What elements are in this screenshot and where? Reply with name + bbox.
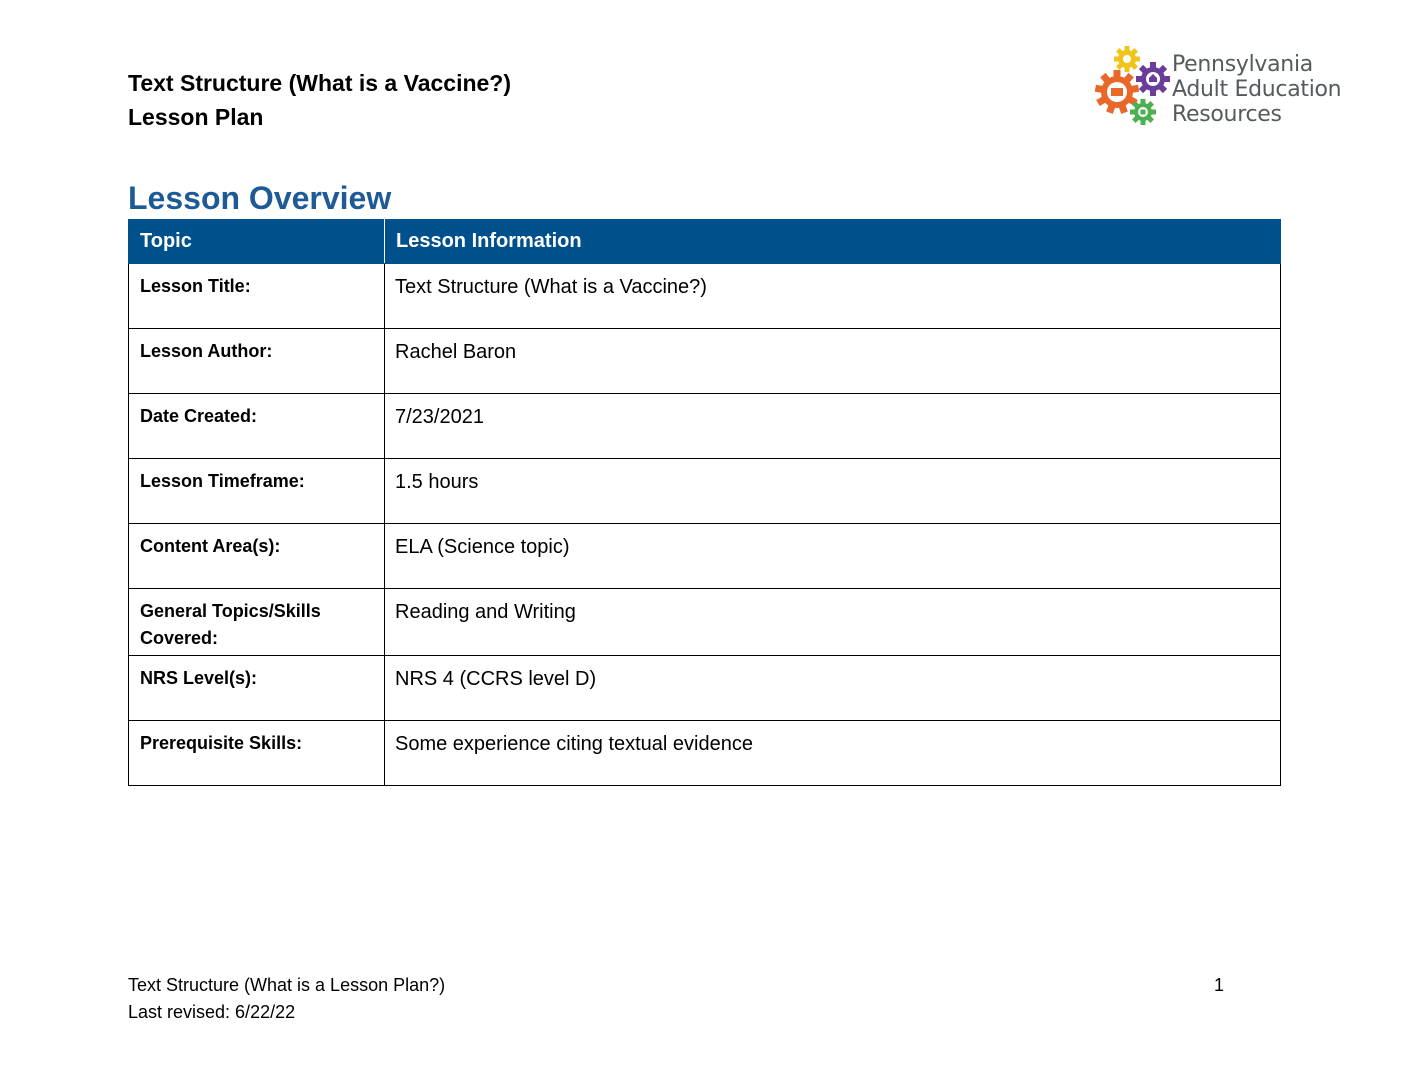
- footer-document-name: Text Structure (What is a Lesson Plan?): [128, 975, 446, 995]
- table-row: [129, 721, 1281, 786]
- page-footer: [128, 972, 445, 1026]
- row-value: Reading and Writing: [385, 589, 1281, 656]
- row-label: Content Area(s):: [129, 524, 385, 589]
- row-value: 7/23/2021: [385, 394, 1281, 459]
- column-header-lesson-information: Lesson Information: [385, 220, 1281, 264]
- row-label: Date Created:: [129, 394, 385, 459]
- table-row: [129, 264, 1281, 329]
- logo-line1: Pennsylvania: [1172, 52, 1313, 77]
- table-row: [129, 459, 1281, 524]
- table-row: [129, 524, 1281, 589]
- lesson-overview-table: [128, 219, 1281, 786]
- row-value: Some experience citing textual evidence: [385, 721, 1281, 786]
- column-header-topic: Topic: [129, 220, 385, 264]
- row-label: Prerequisite Skills:: [129, 721, 385, 786]
- document-title-line1: Text Structure (What is a Vaccine?): [128, 70, 512, 96]
- table-row: [129, 656, 1281, 721]
- document-title: [128, 66, 511, 134]
- row-label: NRS Level(s):: [129, 656, 385, 721]
- pa-adult-education-logo: [1092, 44, 1362, 130]
- table-row: [129, 589, 1281, 656]
- gears-icon: [1092, 44, 1172, 130]
- row-label: Lesson Title:: [129, 264, 385, 329]
- footer-last-revised: Last revised: 6/22/22: [128, 1002, 296, 1022]
- section-heading: Lesson Overview: [128, 180, 392, 216]
- logo-line2: Adult Education: [1172, 77, 1342, 102]
- row-label: General Topics/Skills Covered:: [129, 589, 385, 656]
- table-header-row: [129, 220, 1281, 264]
- row-value: NRS 4 (CCRS level D): [385, 656, 1281, 721]
- row-label: Lesson Author:: [129, 329, 385, 394]
- table-row: [129, 394, 1281, 459]
- table-row: [129, 329, 1281, 394]
- row-value: Text Structure (What is a Vaccine?): [385, 264, 1281, 329]
- logo-line3: Resources: [1172, 102, 1282, 127]
- row-label: Lesson Timeframe:: [129, 459, 385, 524]
- row-value: 1.5 hours: [385, 459, 1281, 524]
- page-number: 1: [1214, 975, 1225, 995]
- row-value: Rachel Baron: [385, 329, 1281, 394]
- document-title-line2: Lesson Plan: [128, 104, 264, 130]
- logo-wordmark: [1172, 52, 1341, 127]
- row-value: ELA (Science topic): [385, 524, 1281, 589]
